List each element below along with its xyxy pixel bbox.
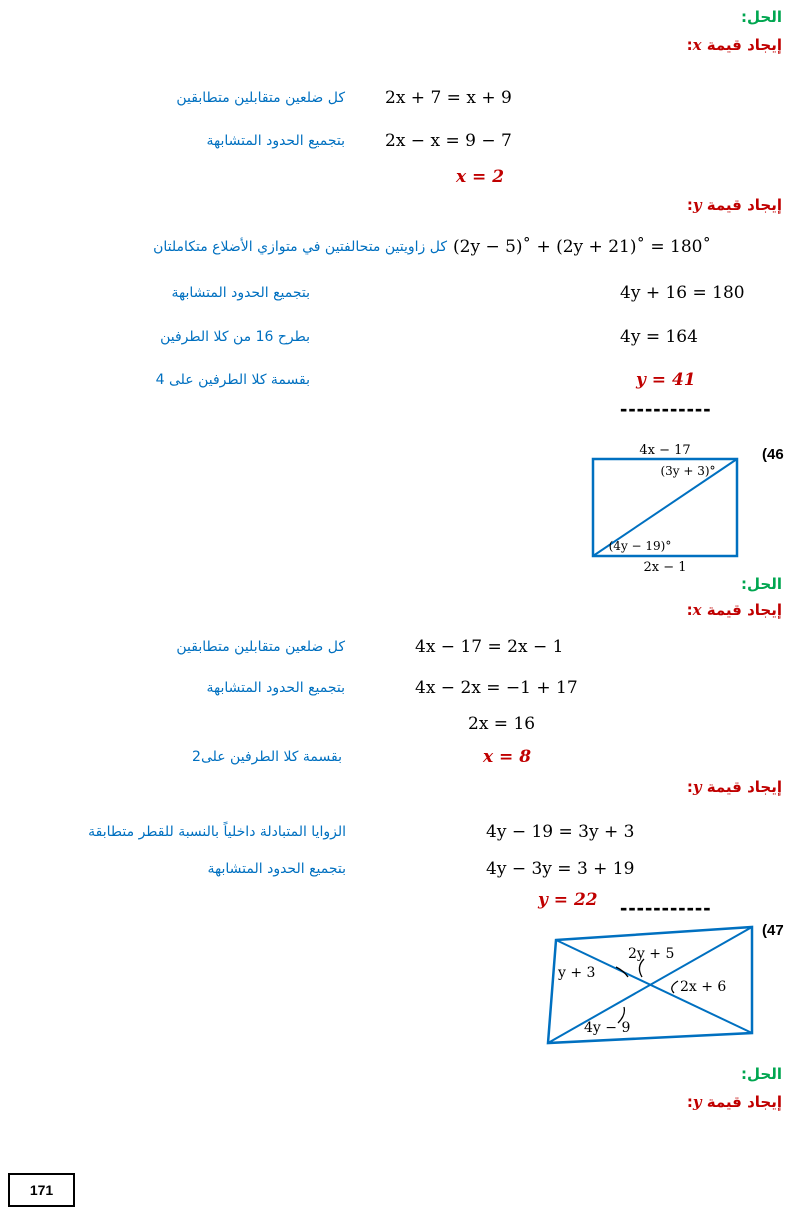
reason-text: الزوايا المتبادلة داخلياً بالنسبة للقطر متطابقة bbox=[88, 824, 346, 840]
solution-label: الحل: bbox=[741, 1065, 782, 1083]
reason-text: بتجميع الحدود المتشابهة bbox=[207, 861, 346, 877]
reason-text: كل ضلعين متقابلين متطابقين bbox=[176, 90, 345, 106]
angle-arc bbox=[672, 981, 678, 993]
separator: ----------- bbox=[620, 895, 712, 920]
equation: 2x + 7 = x + 9 bbox=[385, 88, 512, 108]
equation: 4y + 16 = 180 bbox=[620, 283, 745, 303]
equation: (2y − 5)˚ + (2y + 21)˚ = 180˚ bbox=[453, 237, 711, 257]
reason-text: بطرح 16 من كلا الطرفين bbox=[160, 329, 310, 345]
reason-text: كل ضلعين متقابلين متطابقين bbox=[176, 639, 345, 655]
result-y: y = 22 bbox=[538, 890, 598, 910]
question-number: (46 bbox=[762, 446, 784, 463]
reason-text: كل زاويتين متحالفتين في متوازي الأضلاع متكاملتان bbox=[153, 239, 447, 255]
result-y: y = 41 bbox=[636, 370, 696, 390]
equation: 2x = 16 bbox=[468, 714, 536, 734]
equation: 4y = 164 bbox=[620, 327, 698, 347]
solution-label: الحل: bbox=[741, 8, 782, 26]
equation: 2x − x = 9 − 7 bbox=[385, 131, 512, 151]
find-x-heading: إيجاد قيمة x: bbox=[686, 601, 782, 619]
result-x: x = 8 bbox=[483, 747, 532, 767]
reason-text: بقسمة كلا الطرفين على2 bbox=[192, 749, 342, 765]
parallelogram-figure-47 bbox=[540, 915, 765, 1050]
equation: 4x − 17 = 2x − 1 bbox=[415, 637, 564, 657]
equation: 4x − 2x = −1 + 17 bbox=[415, 678, 578, 698]
reason-text: بتجميع الحدود المتشابهة bbox=[206, 680, 345, 696]
fig-label-bottom: 2x − 1 bbox=[643, 560, 687, 575]
parallelogram-figure-46 bbox=[585, 442, 745, 577]
page-number: 171 bbox=[8, 1173, 75, 1207]
separator: ----------- bbox=[620, 396, 712, 421]
question-number: (47 bbox=[762, 922, 784, 939]
reason-text: بقسمة كلا الطرفين على 4 bbox=[155, 372, 310, 388]
fig-label-top: 4x − 17 bbox=[639, 443, 691, 458]
equation: 4y − 19 = 3y + 3 bbox=[486, 822, 635, 842]
find-x-heading: إيجاد قيمة x: bbox=[686, 36, 782, 54]
result-x: x = 2 bbox=[456, 167, 505, 187]
fig-label-bottom: 4y − 9 bbox=[584, 1020, 631, 1036]
reason-text: بتجميع الحدود المتشابهة bbox=[171, 285, 310, 301]
solution-label: الحل: bbox=[741, 575, 782, 593]
fig-angle-bottom: (4y − 19)° bbox=[608, 539, 672, 553]
equation: 4y − 3y = 3 + 19 bbox=[486, 859, 635, 879]
fig-label-left: y + 3 bbox=[558, 965, 596, 981]
fig-angle-top: (3y + 3)° bbox=[660, 464, 716, 478]
find-y-heading: إيجاد قيمة y: bbox=[686, 778, 782, 796]
reason-text: بتجميع الحدود المتشابهة bbox=[206, 133, 345, 149]
find-y-heading: إيجاد قيمة y: bbox=[686, 196, 782, 214]
find-y-heading: إيجاد قيمة y: bbox=[686, 1093, 782, 1111]
fig-label-right: 2x + 6 bbox=[680, 979, 727, 995]
fig-label-top-right: 2y + 5 bbox=[628, 946, 675, 962]
